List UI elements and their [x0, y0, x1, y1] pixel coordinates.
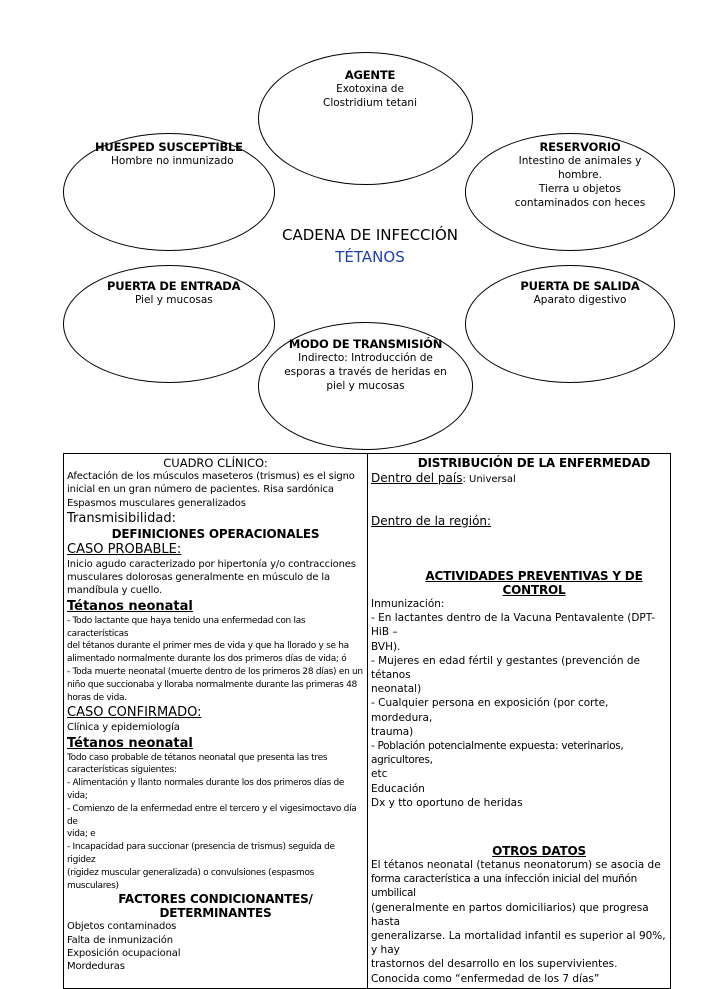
probable-line: Inicio agudo caracterizado por hipertonía y/o contracciones: [67, 558, 356, 570]
huesped-title: HUESPED SUSCEPTIBLE: [95, 140, 243, 154]
factores-line: Falta de inmunización: [67, 934, 173, 946]
transmision-text: [283, 337, 448, 393]
neonatal-line: horas de vida.: [67, 692, 127, 703]
act-line: Inmunización:: [371, 598, 445, 610]
neonatal2-line: características siguientes:: [67, 765, 177, 776]
page-subtitle: TÉTANOS: [335, 248, 405, 266]
reservorio-line: hombre.: [558, 169, 602, 181]
transmision-line: esporas a través de heridas en: [284, 366, 447, 378]
neonatal2-line: vida; e: [67, 829, 96, 840]
left-column: [64, 454, 368, 989]
probable-line: mandíbula y cuello.: [67, 585, 163, 597]
probable-line: musculares dolorosas generalmente en músculo de la: [67, 572, 331, 584]
caso-confirmado-heading: CASO CONFIRMADO:: [67, 705, 202, 721]
cuadro-line: inicial en un gran número de pacientes. Risa sardónica: [67, 484, 334, 496]
otros-datos-heading: OTROS DATOS: [492, 844, 586, 859]
act-line: - En lactantes dentro de la Vacuna Pentavalente (DPT- HiB –: [371, 612, 655, 639]
distribucion-heading: DISTRIBUCIÓN DE LA ENFERMEDAD: [417, 456, 651, 470]
neonatal2-line: - Incapacidad para succionar (presencia de trismus) seguida de rigidez: [67, 842, 335, 866]
pais-value: : Universal: [462, 474, 516, 485]
tetanos-neonatal-heading: Tétanos neonatal: [67, 598, 193, 614]
reservorio-text: [500, 140, 660, 210]
act-line: etc: [371, 768, 388, 781]
salida-title: PUERTA DE SALIDA: [520, 279, 640, 293]
reservorio-title: RESERVORIO: [539, 140, 621, 154]
otros-line: Conocida como “enfermedad de los 7 días”: [371, 972, 600, 985]
transmisibilidad-label: Transmisibilidad:: [67, 510, 176, 526]
act-line: trauma): [371, 725, 414, 738]
entrada-text: [95, 279, 265, 307]
act-line: - Mujeres en edad fértil y gestantes (prevención de tétanos: [371, 654, 640, 682]
reservorio-line: Tierra u objetos: [538, 183, 622, 195]
act-line: - Cualquier persona en exposición (por corte, mordedura,: [371, 697, 609, 724]
huesped-text: [95, 140, 265, 168]
act-line: BVH).: [371, 640, 401, 653]
salida-text: [500, 279, 660, 307]
neonatal-line: alimentado normalmente durante los dos primeros días de vida; ó: [67, 654, 347, 665]
pais-row: [371, 470, 667, 488]
entrada-line: Piel y mucosas: [135, 294, 213, 306]
confirmado-line: Clínica y epidemiología: [67, 722, 180, 734]
reservorio-line: Intestino de animales y: [518, 155, 642, 167]
agente-line: Exotoxina de: [336, 83, 404, 95]
tetanos-neonatal-heading-2: Tétanos neonatal: [67, 735, 193, 751]
factores-line: Mordeduras: [67, 961, 125, 973]
cuadro-clinico-heading: CUADRO CLÍNICO:: [163, 456, 268, 470]
otros-line: (generalmente en partos domiciliarios) que progresa hasta: [371, 901, 649, 928]
region-label: Dentro de la región:: [371, 514, 492, 528]
cuadro-line: Afectación de los músculos maseteros (trismus) es el signo: [67, 471, 355, 482]
agente-line: Clostridium tetani: [323, 97, 417, 109]
factores-line: Objetos contaminados: [67, 921, 177, 933]
page-title: CADENA DE INFECCIÓN: [282, 226, 458, 244]
neonatal2-line: - Alimentación y llanto normales durante los dos primeros días de vida;: [67, 778, 345, 802]
neonatal-line: - Todo lactante que haya tenido una enfermedad con las características: [67, 615, 306, 639]
transmision-line: Indirecto: Introducción de: [298, 352, 433, 364]
transmision-line: piel y mucosas: [326, 380, 405, 392]
act-line: neonatal): [371, 683, 422, 696]
neonatal2-line: (rigidez muscular generalizada) o convulsiones (espasmos musculares): [67, 867, 315, 891]
neonatal2-line: Todo caso probable de tétanos neonatal que presenta las tres: [67, 752, 328, 763]
act-line: Educación: [371, 782, 425, 795]
otros-line: El tétanos neonatal (tetanus neonatorum) se asocia de: [371, 859, 661, 872]
agente-text: [290, 68, 450, 110]
factores-heading: FACTORES CONDICIONANTES/ DETERMINANTES: [118, 892, 313, 921]
reservorio-line: contaminados con heces: [514, 197, 646, 209]
definiciones-heading: DEFINICIONES OPERACIONALES: [111, 526, 320, 541]
otros-line: forma característica a una infección inicial del muñón umbilical: [371, 873, 637, 900]
neonatal-line: niño que succionaba y lloraba normalmente durante las primeras 48: [67, 679, 357, 690]
otros-line: trastornos del desarrollo en los supervivientes.: [371, 958, 618, 971]
salida-line: Aparato digestivo: [533, 294, 627, 306]
neonatal2-line: - Comienzo de la enfermedad entre el tercero y el vigesimoctavo día de: [67, 803, 357, 827]
pais-label: Dentro del país: [371, 471, 463, 485]
transmision-title: MODO DE TRANSMISIÓN: [288, 337, 443, 351]
caso-probable-heading: CASO PROBABLE:: [67, 541, 182, 557]
neonatal-line: - Toda muerte neonatal (muerte dentro de los primeros 28 días) en un: [67, 666, 363, 677]
entrada-title: PUERTA DE ENTRADA: [107, 279, 241, 293]
act-line: - Población potencialmente expuesta: veterinarios, agricultores,: [371, 740, 624, 767]
factores-line: Exposición ocupacional: [67, 948, 181, 960]
actividades-heading: ACTIVIDADES PREVENTIVAS Y DE CONTROL: [425, 569, 643, 597]
neonatal-line: del tétanos durante el primer mes de vida y que ha llorado y se ha: [67, 641, 349, 652]
info-table: [63, 453, 671, 989]
act-line: Dx y tto oportuno de heridas: [371, 796, 523, 809]
right-column: [368, 454, 671, 989]
cuadro-line: Espasmos musculares generalizados: [67, 497, 246, 509]
otros-line: generalizarse. La mortalidad infantil es superior al 90%, y hay: [371, 930, 666, 957]
huesped-line: Hombre no inmunizado: [111, 155, 234, 167]
agente-title: AGENTE: [344, 68, 396, 82]
